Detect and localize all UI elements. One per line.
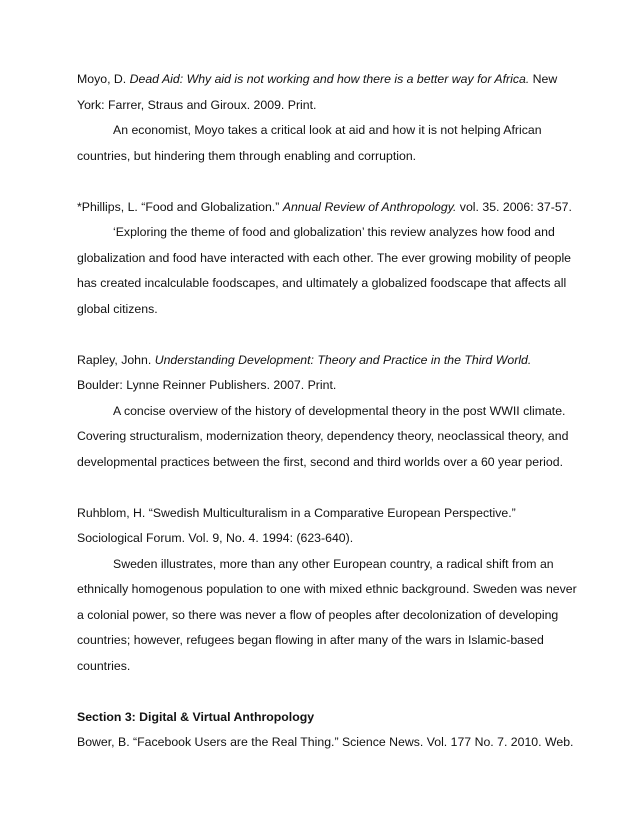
citation-publication: vol. 35. 2006: 37-57. [456,199,572,214]
citation-author: Moyo, D. [77,72,130,86]
citation-text [77,348,577,399]
citation-text [77,67,577,118]
citation-annotation: Sweden illustrates, more than any other European country, a radical shift from an ethnically homogenous population to one with mixed ethnic background. Sweden was never a colonial power, so there was never a flow of peoples after decolonization of developing countries; however, refugees began flowing in after many of the wars in Islamic-based countries. [77,556,577,673]
bibliography-content [77,67,577,781]
citation-entry-bower: Bower, B. “Facebook Users are the Real Thing.” Science News. Vol. 177 No. 7. 2010. Web. [77,735,574,749]
citation-publication: Boulder: Lynne Reinner Publishers. 2007. Print. [77,378,337,392]
citation-annotation: ‘Exploring the theme of food and globalization’ this review analyzes how food and globalization and food have interacted with each other. The ever growing mobility of people has created incalculable foodscapes, and ultimately a globalized foodscape that affects all global citizens. [77,225,572,316]
citation-entry-ruhblom [77,501,577,680]
section-heading: Section 3: Digital & Virtual Anthropology [77,709,315,724]
citation-text [77,195,577,221]
citation-entry-phillips [77,195,577,323]
section-block [77,705,577,756]
citation-publication: New York: Farrer, Straus and Giroux. 2009. Print. [77,72,558,112]
citation-annotation: A concise overview of the history of developmental theory in the post WWII climate. Covering structuralism, modernization theory, dependency theory, neoclassical theory, and developmental practices between the first, second and third worlds over a 60 year period. [77,403,569,469]
citation-entry-moyo [77,67,577,169]
citation-author: *Phillips, L. “Food and Globalization.” [77,199,283,214]
citation-entry-rapley [77,348,577,476]
citation-annotation: An economist, Moyo takes a critical look at aid and how it is not helping African countries, but hindering them through enabling and corruption. [77,123,542,163]
citation-title: Understanding Development: Theory and Practice in the Third World. [154,352,532,367]
citation-title: Annual Review of Anthropology. [282,199,457,214]
citation-author: Ruhblom, H. “Swedish Multiculturalism in a Comparative European Perspective.” Sociological Forum. Vol. 9, No. 4. 1994: (623-640). [77,505,516,545]
citation-title: Dead Aid: Why aid is not working and how there is a better way for Africa. [129,72,530,86]
citation-author: Rapley, John. [77,352,155,367]
citation-text [77,501,577,552]
